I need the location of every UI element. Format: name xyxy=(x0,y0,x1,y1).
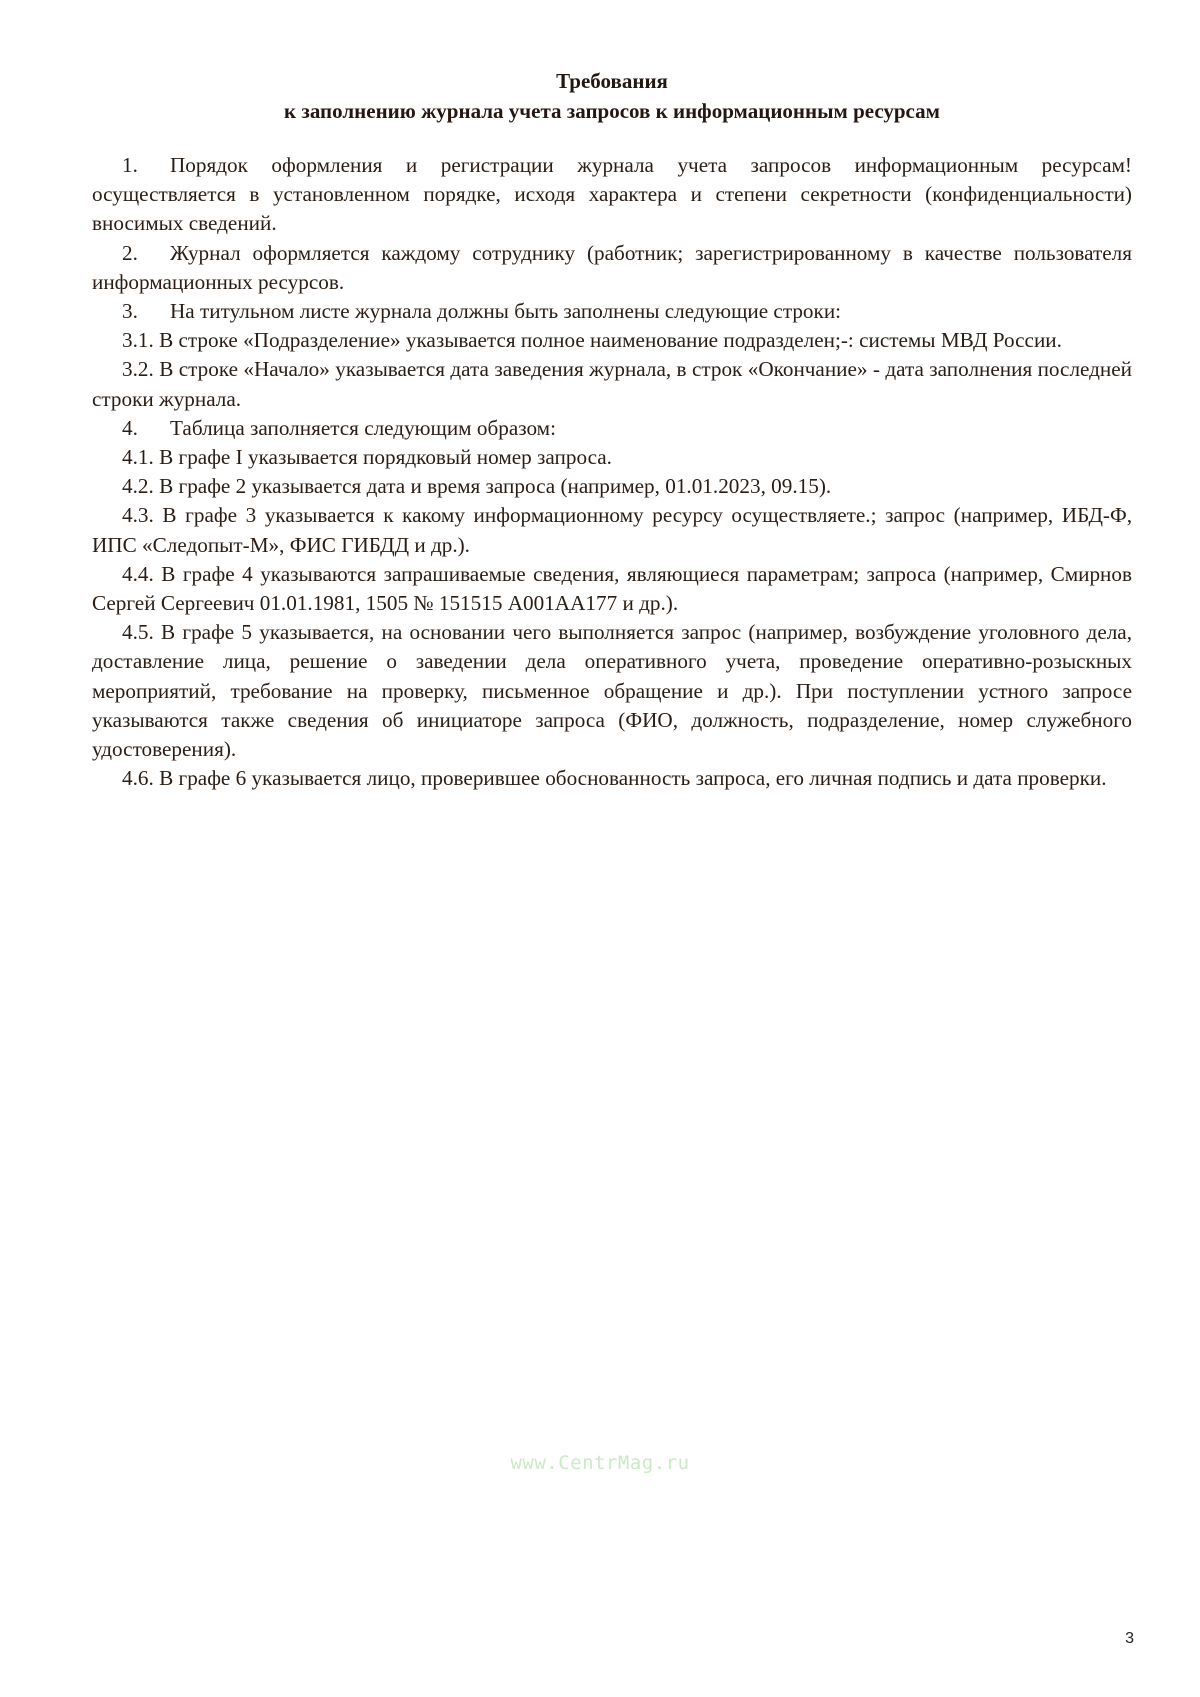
paragraph-number: 4.4. xyxy=(122,561,154,586)
paragraph-4-1 xyxy=(92,443,1132,472)
paragraph-4-5 xyxy=(92,618,1132,764)
paragraph-3-1 xyxy=(92,326,1132,355)
document-page xyxy=(92,66,1132,793)
paragraph-4 xyxy=(92,414,1132,443)
paragraph-text: В графе I указывается порядковый номер запроса. xyxy=(159,445,612,470)
paragraph-text: В графе 2 указывается дата и время запроса (например, 01.01.2023, 09.15). xyxy=(159,474,832,499)
paragraph-3 xyxy=(92,297,1132,326)
paragraph-text: В графе 6 указывается лицо, проверившее обоснованность запроса, его личная подпись и дата проверки. xyxy=(159,766,1107,791)
paragraph-4-6 xyxy=(92,764,1132,793)
paragraph-number: 4.1. xyxy=(122,445,154,470)
paragraph-number: 3.1. xyxy=(122,328,154,353)
title-line-2: к заполнению журнала учета запросов к информационным ресурсам xyxy=(284,99,940,123)
paragraph-text: В графе 5 указывается, на основании чего выполняется запрос (например, возбуждение уголовного дела, доставление лица, решение о заведении дела оперативного учета, проведение оперативно-розыскных мероприятий, требование на проверку, письменное обращение и др.). При поступлении устного запросе указываются также сведения об инициаторе запроса (ФИО, должность, подразделение, номер служебного удостоверения). xyxy=(92,620,1133,762)
paragraph-number: 1. xyxy=(122,153,138,177)
paragraph-2 xyxy=(92,239,1132,297)
paragraph-4-2 xyxy=(92,472,1132,501)
document-title xyxy=(92,66,1132,126)
paragraph-number: 2. xyxy=(122,240,138,265)
paragraph-text: Таблица заполняется следующим образом: xyxy=(170,415,556,440)
document-body xyxy=(92,151,1132,793)
paragraph-text: На титульном листе журнала должны быть заполнены следующие строки: xyxy=(170,299,842,324)
paragraph-text: В строке «Подразделение» указывается полное наименование подразделен;-: системы МВД России. xyxy=(159,328,1062,353)
paragraph-number: 3.2. xyxy=(122,357,154,382)
paragraph-4-4 xyxy=(92,560,1132,618)
paragraph-text: Журнал оформляется каждому сотруднику (работник; зарегистрированному в качестве пользователя информационных ресурсов. xyxy=(92,240,1132,294)
paragraph-text: Порядок оформления и регистрации журнала учета запросов информационным ресурсам! осуществляется в установленном порядке, исходя характера и степени секретности (конфиденциальности) вносимых сведений. xyxy=(92,153,1132,236)
paragraph-4-3 xyxy=(92,501,1132,559)
paragraph-3-2 xyxy=(92,355,1132,413)
paragraph-number: 4.2. xyxy=(122,474,154,499)
paragraph-number: 4.5. xyxy=(122,620,154,645)
watermark-url: www.CentrMag.ru xyxy=(510,1452,690,1474)
paragraph-number: 4. xyxy=(122,415,138,440)
page-number: 3 xyxy=(1125,1630,1134,1647)
title-line-1: Требования xyxy=(556,69,668,93)
paragraph-text: В графе 3 указывается к какому информационному ресурсу осуществляете.; запрос (например, ИБД-Ф, ИПС «Следопыт-М», ФИС ГИБДД и др.). xyxy=(92,503,1132,557)
paragraph-number: 4.6. xyxy=(122,766,154,791)
paragraph-number: 3. xyxy=(122,299,138,324)
paragraph-text: В графе 4 указываются запрашиваемые сведения, являющиеся параметрам; запроса (например, Смирнов Сергей Сергеевич 01.01.1981, 1505 № 151515 А001АА177 и др.). xyxy=(92,561,1132,616)
paragraph-text: В строке «Начало» указывается дата заведения журнала, в строк «Окончание» - дата заполнения последней строки журнала. xyxy=(92,357,1133,411)
paragraph-number: 4.3. xyxy=(122,503,154,528)
paragraph-1 xyxy=(92,151,1132,239)
